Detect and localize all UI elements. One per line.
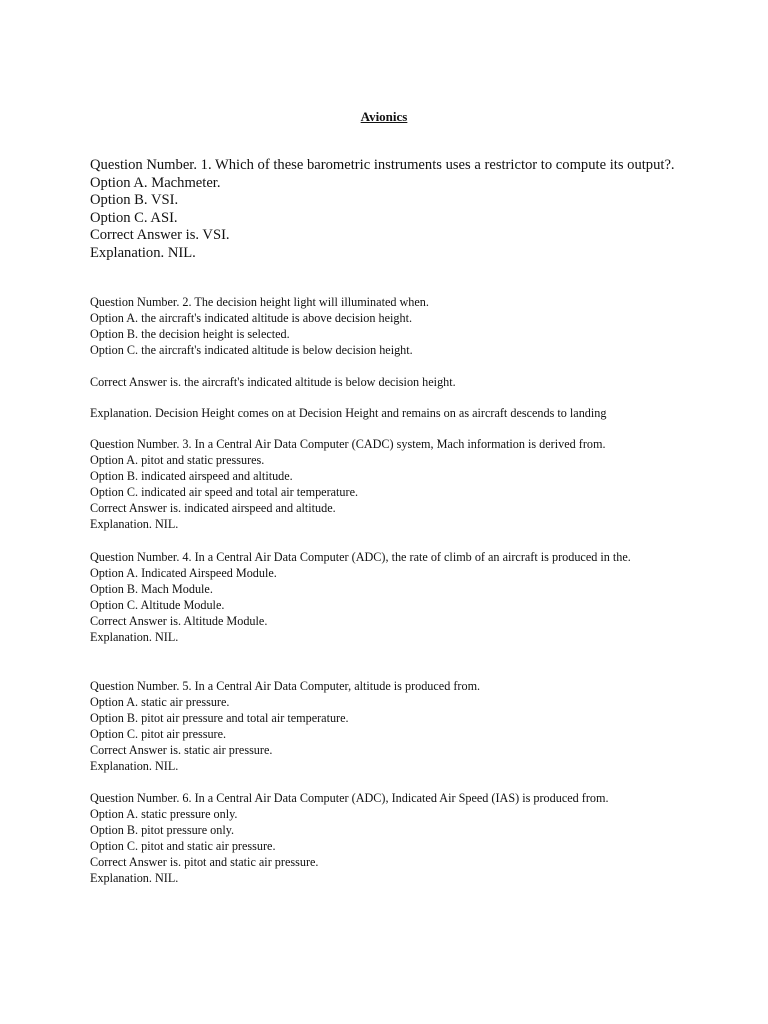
option-a: Option A. the aircraft's indicated altitude is above decision height. (90, 310, 413, 325)
correct-answer: Correct Answer is. indicated airspeed and altitude. (90, 500, 336, 515)
question-text: Question Number. 1. Which of these barometric instruments uses a restrictor to compute its output?. (90, 157, 675, 173)
question-text: Question Number. 3. In a Central Air Data Computer (CADC) system, Mach information is derived from. (90, 437, 606, 451)
option-c: Option C. Altitude Module. (90, 597, 225, 612)
explanation: Explanation. NIL. (90, 516, 179, 531)
correct-answer: Correct Answer is. static air pressure. (90, 742, 273, 757)
correct-answer: Correct Answer is. Altitude Module. (90, 613, 268, 628)
option-b: Option B. pitot air pressure and total air temperature. (90, 710, 349, 725)
option-a: Option A. static pressure only. (90, 806, 238, 821)
explanation: Explanation. NIL. (90, 870, 179, 885)
question-block-3 (90, 437, 690, 532)
option-a: Option A. pitot and static pressures. (90, 452, 265, 467)
question-block-2 (90, 295, 690, 359)
option-b: Option B. VSI. (90, 192, 179, 209)
question-block-4 (90, 550, 690, 645)
option-a: Option A. Indicated Airspeed Module. (90, 565, 277, 580)
explanation: Explanation. Decision Height comes on at Decision Height and remains on as aircraft descends to landing (90, 406, 607, 420)
question-2-answer (90, 375, 690, 391)
correct-answer: Correct Answer is. the aircraft's indicated altitude is below decision height. (90, 375, 456, 389)
question-block-5 (90, 679, 690, 774)
explanation: Explanation. NIL. (90, 244, 196, 261)
option-b: Option B. the decision height is selected. (90, 326, 290, 341)
option-b: Option B. pitot pressure only. (90, 822, 235, 837)
explanation: Explanation. NIL. (90, 629, 179, 644)
option-a: Option A. static air pressure. (90, 694, 230, 709)
option-c: Option C. ASI. (90, 209, 178, 226)
question-block-1 (90, 157, 690, 263)
option-c: Option C. pitot air pressure. (90, 726, 227, 741)
question-block-6 (90, 791, 690, 886)
explanation: Explanation. NIL. (90, 758, 179, 773)
option-a: Option A. Machmeter. (90, 174, 221, 191)
document-title: Avionics (360, 109, 408, 124)
question-text: Question Number. 4. In a Central Air Data Computer (ADC), the rate of climb of an aircraft is produced in the. (90, 550, 631, 564)
option-c: Option C. pitot and static air pressure. (90, 838, 276, 853)
option-c: Option C. indicated air speed and total air temperature. (90, 484, 359, 499)
correct-answer: Correct Answer is. VSI. (90, 227, 230, 244)
option-b: Option B. Mach Module. (90, 581, 213, 596)
question-text: Question Number. 6. In a Central Air Data Computer (ADC), Indicated Air Speed (IAS) is produced from. (90, 791, 609, 805)
correct-answer: Correct Answer is. pitot and static air pressure. (90, 854, 319, 869)
option-b: Option B. indicated airspeed and altitude. (90, 468, 293, 483)
question-2-explanation (90, 406, 690, 422)
option-c: Option C. the aircraft's indicated altitude is below decision height. (90, 342, 413, 357)
question-text: Question Number. 2. The decision height light will illuminated when. (90, 295, 429, 309)
question-text: Question Number. 5. In a Central Air Data Computer, altitude is produced from. (90, 679, 481, 693)
